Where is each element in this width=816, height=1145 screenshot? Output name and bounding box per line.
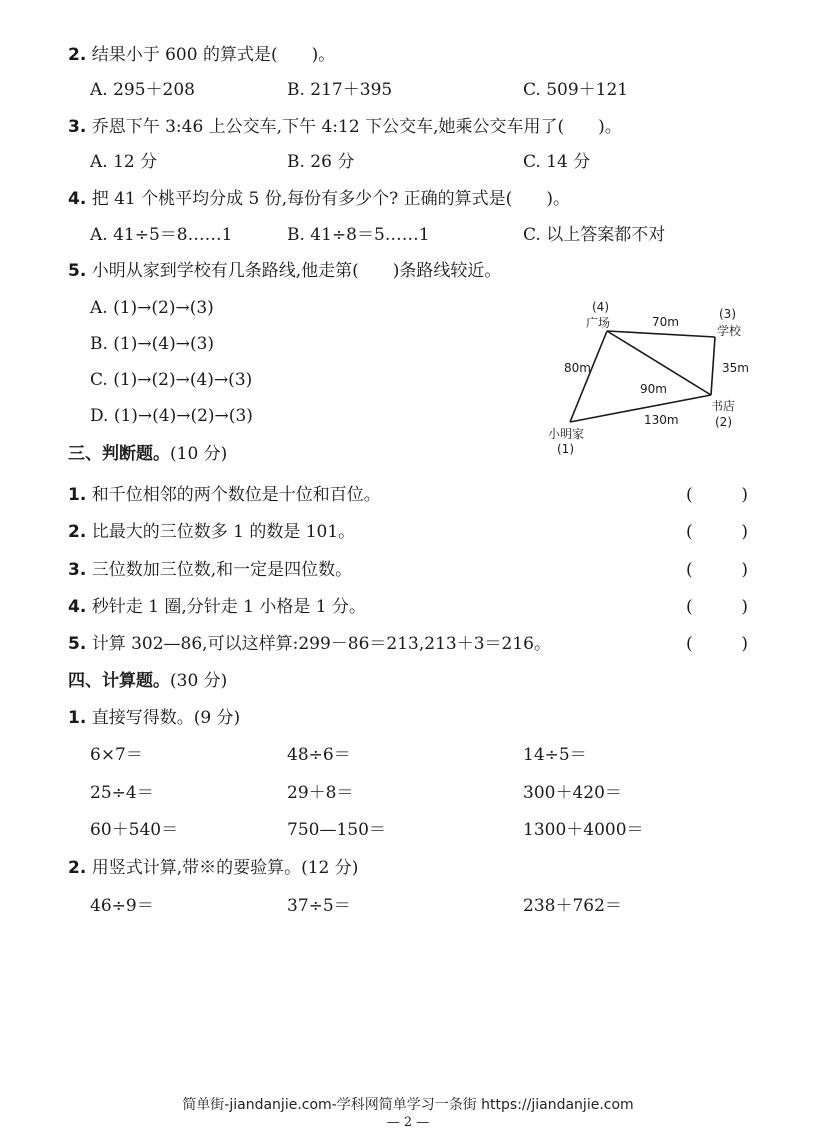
point-4-name: 广场: [586, 316, 611, 330]
q5-option-a: A. (1)→(2)→(3): [90, 298, 214, 318]
point-2-num: (2): [715, 415, 732, 429]
judge-q3-answer-box[interactable]: ( ): [686, 560, 748, 580]
path-1-4: [570, 331, 607, 422]
calc-sub2-title: 2. 用竖式计算,带※的要验算。(12 分): [68, 858, 359, 878]
path-4-3: [607, 331, 715, 337]
point-4-num: (4): [592, 300, 609, 314]
calc-item: 1300＋4000＝: [523, 820, 644, 840]
judge-q1: 1. 和千位相邻的两个数位是十位和百位。: [68, 485, 381, 505]
distance-4-2: 90m: [640, 382, 667, 396]
q4-stem: 4. 把 41 个桃平均分成 5 份,每份有多少个? 正确的算式是( )。: [68, 189, 570, 209]
section-calc-title: 四、计算题。(30 分): [68, 671, 228, 691]
section-judge-title: 三、判断题。(10 分): [68, 444, 228, 464]
q3-option-b: B. 26 分: [287, 152, 355, 172]
judge-q4-answer-box[interactable]: ( ): [686, 597, 748, 617]
q5-stem: 5. 小明从家到学校有几条路线,他走第( )条路线较近。: [68, 261, 502, 281]
point-3-name: 学校: [717, 324, 742, 338]
q4-option-a: A. 41÷5＝8……1: [90, 225, 233, 245]
q4-option-b: B. 41÷8＝5……1: [287, 225, 430, 245]
distance-4-3: 70m: [652, 315, 679, 329]
point-2-name: 书店: [711, 399, 736, 413]
calc-item: 300＋420＝: [523, 783, 622, 803]
calc-item: 25÷4＝: [90, 783, 154, 803]
judge-q1-answer-box[interactable]: ( ): [686, 485, 748, 505]
q4-option-c: C. 以上答案都不对: [523, 225, 666, 245]
calc-item: 46÷9＝: [90, 896, 154, 916]
distance-1-4: 80m: [564, 361, 591, 375]
q3-option-a: A. 12 分: [90, 152, 158, 172]
q5-option-d: D. (1)→(4)→(2)→(3): [90, 406, 253, 426]
calc-item: 750—150＝: [287, 820, 386, 840]
point-1-num: (1): [557, 442, 574, 456]
calc-item: 37÷5＝: [287, 896, 351, 916]
q2-option-a: A. 295＋208: [90, 80, 195, 100]
judge-q4: 4. 秒针走 1 圈,分针走 1 小格是 1 分。: [68, 597, 366, 617]
q5-option-b: B. (1)→(4)→(3): [90, 334, 215, 354]
calc-item: 29＋8＝: [287, 783, 354, 803]
q3-stem: 3. 乔恩下午 3:46 上公交车,下午 4:12 下公交车,她乘公交车用了( )。: [68, 117, 622, 137]
path-1-2: [570, 395, 711, 422]
q2-option-c: C. 509＋121: [523, 80, 629, 100]
calc-item: 60＋540＝: [90, 820, 179, 840]
q5-option-c: C. (1)→(2)→(4)→(3): [90, 370, 253, 390]
calc-item: 238＋762＝: [523, 896, 622, 916]
judge-q5: 5. 计算 302—86,可以这样算:299－86＝213,213＋3＝216。: [68, 634, 551, 654]
calc-item: 14÷5＝: [523, 745, 587, 765]
calc-item: 6×7＝: [90, 745, 143, 765]
calc-sub1-title: 1. 直接写得数。(9 分): [68, 708, 241, 728]
footer-watermark: 简单街-jiandanjie.com-学科网简单学习一条街 https://jiandanjie.com: [182, 1097, 634, 1113]
judge-q3: 3. 三位数加三位数,和一定是四位数。: [68, 560, 353, 580]
judge-q2-answer-box[interactable]: ( ): [686, 522, 748, 542]
distance-1-2: 130m: [644, 413, 679, 427]
calc-item: 48÷6＝: [287, 745, 351, 765]
route-map-diagram: [540, 296, 760, 461]
q3-option-c: C. 14 分: [523, 152, 591, 172]
point-1-name: 小明家: [548, 427, 585, 441]
point-3-num: (3): [719, 307, 736, 321]
distance-3-2: 35m: [722, 361, 749, 375]
judge-q2: 2. 比最大的三位数多 1 的数是 101。: [68, 522, 356, 542]
judge-q5-answer-box[interactable]: ( ): [686, 634, 748, 654]
q2-option-b: B. 217＋395: [287, 80, 393, 100]
path-3-2: [711, 337, 715, 395]
q2-stem: 2. 结果小于 600 的算式是( )。: [68, 45, 336, 65]
page-number: — 2 —: [386, 1115, 430, 1130]
